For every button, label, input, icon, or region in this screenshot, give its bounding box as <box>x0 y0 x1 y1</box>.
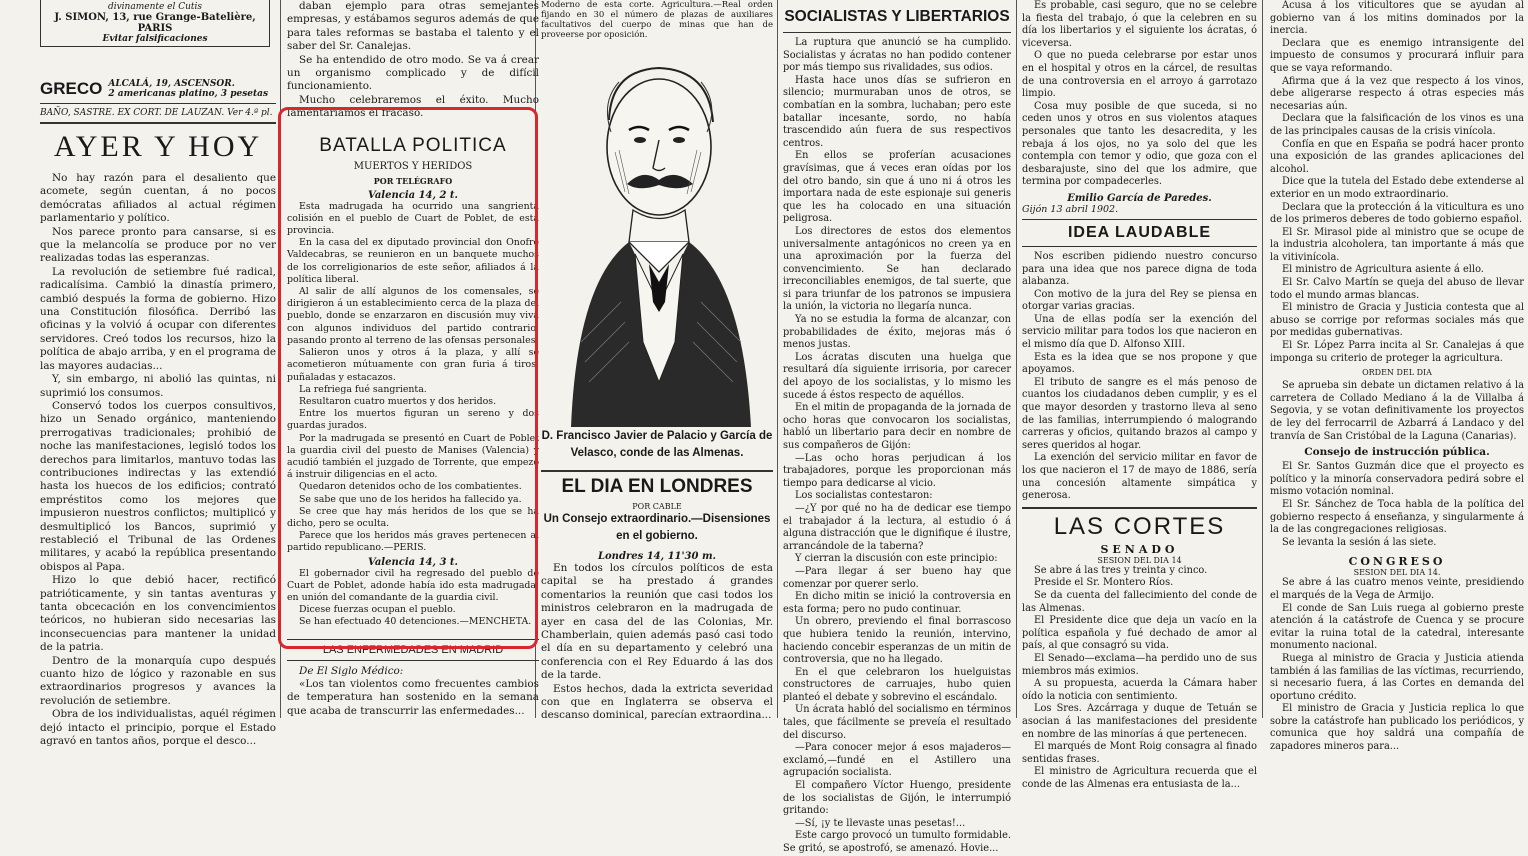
dateline: Londres 14, 11'30 m. <box>597 551 717 562</box>
article-paragraph: Se han efectuado 40 detenciones.—MENCHETA. <box>299 616 532 628</box>
advertisement-greco <box>40 79 276 99</box>
article-paragraph: El Sr. Calvo Martín se queja del abuso de llevar todo el mundo armas blancas. <box>1270 277 1524 301</box>
article-title: EL DIA EN LONDRES <box>561 476 753 497</box>
advertisement-simon <box>40 0 270 47</box>
dateline: Valencia 14, 2 t. <box>367 189 459 201</box>
article-paragraph: Nos parece pronto para cansarse, si es que la melancolía se produce por no ver realizadas todas las esperanzas. <box>40 225 276 265</box>
article-body <box>1022 565 1257 792</box>
section-heading: ORDEN DEL DIA <box>1362 368 1432 378</box>
article-paragraph: Declara que la falsificación de los vinos es una de las principales causas de la crisis vinícola. <box>1270 113 1524 137</box>
article-paragraph: Hasta hace unos días se sufrieron en silencio; murmuraban unos de otros, se combatían en la sombra, luchaban; pero este batallar incesante, sordo, no había trascendido aún fuera de sus respectivos centros. <box>783 74 1011 149</box>
article-paragraph: La ruptura que anunció se ha cumplido. Socialistas y ácratas no han podido contener por más tiempo sus rivalidades, sus odios. <box>783 37 1011 74</box>
article-paragraph: El Sr. Santos Guzmán dice que el proyecto es político y la minoría conservadora pedirá sobre el mismo votación nominal. <box>1270 461 1524 498</box>
article-body <box>1270 577 1524 753</box>
article-body <box>1022 251 1257 503</box>
article-paragraph: Declara que la protección á la viticultura es uno de los primeros deberes de todo gobierno español. <box>1270 201 1524 226</box>
article-paragraph: Resultaron cuatro muertos y dos heridos. <box>299 395 497 407</box>
article-source: De El Siglo Médico: <box>299 664 404 677</box>
article-paragraph: En el que celebraron los huelguistas constructores de carruajes, hubo quien planteó el debate y sobrevino el escándalo. <box>783 666 1011 703</box>
article-paragraph: El Presidente dice que deja un vacío en la política española y fué dechado de amor al país, al que consagró su vida. <box>1022 615 1257 652</box>
column-3-lower <box>537 428 777 722</box>
article-paragraph: daban ejemplo para otras semejantes empresas, y estábamos seguros además de que para tales reformas se bastaba el talento y el saber del Sr. Canalejas. <box>287 0 539 53</box>
article-paragraph: Los ácratas discuten una huelga que resultará día siguiente irrisoria, por carecer del apoyo de los socialistas, y lo mismo les sucede á éstos respecto de aquéllos. <box>783 351 1011 401</box>
article-paragraph: Dentro de la monarquía cupo después cuanto hizo de lógico y razonable en sus extraordinarios progresos y avances la revolución de setiembre. <box>40 654 276 707</box>
column-1 <box>0 0 276 748</box>
ad-line: divinamente el Cutis <box>107 2 203 12</box>
chamber-heading: CONGRESO <box>1348 555 1446 569</box>
article-paragraph: Cosa muy posible de que suceda, si no ceden unos y otros en sus violentos ataques personales que tanto les desacredita, y les rebaja á los ojos, no ya solo del que les contempla con temor y odio, que goza con el desbarajuste, sino del que los admire, que termina por compadecerles. <box>1022 100 1257 188</box>
article-paragraph: El compañero Víctor Huengo, presidente de los socialistas de Gijón, le interrumpió gritando: <box>783 780 1011 817</box>
article-body <box>1270 461 1524 549</box>
article-paragraph: En el mitin de propaganda de la jornada de ocho horas que convocaron los socialistas, habló un libertario para decir en nombre de sus compañeros de Gijón: <box>783 402 1011 451</box>
article-paragraph: En ellos se proferían acusaciones gravísimas, que á veces eran oídas por los del otro bando, sin que á uno ni á otros les importara nada de este espionaje sui generis que les ha colocado en una situación peligrosa. <box>783 150 1011 225</box>
article-title: SOCIALISTAS Y LIBERTARIOS <box>784 8 1010 25</box>
article-paragraph: Declara que es enemigo intransigente del impuesto de consumos y procurará influir para que se vaya reformando. <box>1270 37 1524 74</box>
article-paragraph: Se da cuenta del fallecimiento del conde de las Almenas. <box>1022 589 1257 614</box>
article-paragraph: Se cree que hay más heridos de los que se ha dicho, pero se oculta. <box>287 505 539 529</box>
article-paragraph: En dicho mitin se inició la controversia en esta forma; pero no pudo continuar. <box>783 591 1011 615</box>
article-paragraph: Mucho celebraremos el éxito. Mucho lamentaríamos el fracaso. <box>287 93 539 120</box>
article-paragraph: —¿Y por qué no ha de dedicar ese tiempo el trabajador á la lectura, al estudio ó á alguna distracción que le dignifique é ilustre, arrancándole de la taberna? <box>783 502 1011 552</box>
session-heading: SESION DEL DIA 14 <box>1097 555 1182 565</box>
column-6 <box>1264 0 1528 753</box>
highlight-box <box>278 107 538 649</box>
article-paragraph: Una de ellas podía ser la exención del servicio militar para todos los que nacieron en el mismo día que D. Alfonso XIII. <box>1022 313 1257 351</box>
article-paragraph: Los directores de estos dos elementos universalmente antagónicos no creen ya en una aproximación por la fuerza del convencimiento. Se han declarado irreconciliables enemigos, de tal suerte, que si para triunfar de los patronos se impusiera la unión, la victoria no llegaría nunca. <box>783 225 1011 313</box>
article-body <box>40 172 276 748</box>
article-subhead: Un Consejo extraordinario.—Disensiones en el gobierno. <box>543 513 771 542</box>
article-body <box>1270 0 1524 365</box>
signature-date: Gijón 13 abril 1902. <box>1022 203 1119 215</box>
article-paragraph: Parece que los heridos más graves pertenecen al partido republicano.—PERIS. <box>287 530 539 554</box>
article-title: IDEA LAUDABLE <box>1067 223 1212 241</box>
article-paragraph: El Sr. López Parra incita al Sr. Canalejas á que imponga su criterio de proteger la agricultura. <box>1270 340 1524 364</box>
article-paragraph: El Sr. Mirasol pide al ministro que se ocupe de la industria alcoholera, tan importante á más que la vitivinícola. <box>1270 226 1524 263</box>
byline: POR CABLE <box>632 502 682 511</box>
article-paragraph: No hay razón para el desaliento que acomete, según cuentan, á no pocos demócratas afiliados al actual régimen parlamentario y político. <box>40 172 276 225</box>
article-paragraph: Un obrero, previendo el final borrascoso que hubiera tenido la reunión, intervino, haciendo concebir esperanzas de un mitin de controversia, que no ha llegado. <box>783 616 1011 666</box>
article-paragraph: El ministro de Agricultura asiente á ello. <box>1282 264 1484 276</box>
article-paragraph: Moderno de esta corte. Agricultura.—Real orden fijando en 30 el número de plazas de auxiliares facultativos del cuerpo de minas que han de proveerse por oposición. <box>541 0 773 40</box>
article-paragraph: El conde de San Luis ruega al gobierno preste atención á la catástrofe de Cuenca y se procure evitar la ruina total de la catedral, interesante monumento nacional. <box>1270 602 1524 652</box>
ad-line: Evitar falsificaciones <box>102 34 208 44</box>
article-paragraph: El ministro de Gracia y Justicia contesta que al abuso se corrige por reformas sociales más que por medidas gubernativas. <box>1270 302 1524 339</box>
article-paragraph: Es probable, casi seguro, que no se celebre la fiesta del trabajo, ó que la celebren en su día los libertarios y el siguiente los ácratas, ó viceversa. <box>1022 0 1257 49</box>
article-paragraph: La revolución de setiembre fué radical, radicalísima. Cambió la dinastía primero, cambió después la forma de gobierno. Hizo una Constitución filosófica. Derribó las oficinas y la volvió á ocupar con diferentes servidores. Creó todos los recursos, hizo la política de abajo arriba, y en el programa de las mayores audacias... <box>40 265 276 372</box>
article-paragraph: El ministro de Gracia y Justicia replica lo que sobre la catástrofe han publicado los periódicos, y comunica que hoy saldrá una compañía de zapadores mineros para... <box>1270 703 1524 753</box>
article-paragraph: Nos escriben pidiendo nuestro concurso para una idea que nos parece digna de toda alabanza. <box>1022 250 1257 288</box>
session-heading: SESION DEL DIA 14. <box>1353 568 1441 578</box>
article-paragraph: El Sr. Sánchez de Toca habla de la política del gobierno respecto á enseñanza, y singularmente á la de las congregaciones religiosas. <box>1270 498 1524 536</box>
article-paragraph: El tributo de sangre es el más penoso de cuantos los ciudadanos deben cumplir, y es el que mayor desorden y trastorno lleva al seno de las familias, interrumpiendo ó malogrando carreras y oficios, quitando brazos al campo y seres queridos al hogar. <box>1022 376 1257 451</box>
dateline: Valencia 14, 3 t. <box>367 556 459 568</box>
article-paragraph: Conservó todos los cuerpos consultivos, hizo un Senado orgánico, manteniendo prerrogativas tradicionales; prohibió de noche las manifestaciones, legisló todos los derechos para limitarlos, mantuvo todas las contribuciones indirectas y las extendió hasta los huecos de los edificios; contrató empréstitos como los mejores que impusieron nuestros conflictos; multiplicó y desmultiplicó los Bancos, suprimió y restableció el Tribunal de las Ordenes militares, y acabó la república presentando obispos al Papa. <box>40 399 276 573</box>
article-paragraph: El gobernador civil ha regresado del pueblo de Cuart de Poblet, adonde había ido esta madrugada, en unión del comandante de la guardia civil. <box>287 567 539 603</box>
article-paragraph: Por la madrugada se presentó en Cuart de Poblet la guardia civil del puesto de Manises (Valencia) y acudió también el juzgado de Torrente, que empezó á instruir diligencias en el acto. <box>287 432 539 481</box>
byline: POR TELÉGRAFO <box>373 175 453 186</box>
column-rule <box>777 0 778 718</box>
signature: Emilio García de Paredes. <box>1067 192 1212 204</box>
column-5 <box>1018 0 1261 790</box>
section-heading: Consejo de instrucción pública. <box>1304 446 1490 459</box>
column-rule <box>1016 0 1017 718</box>
article-paragraph: Se ha entendido de otro modo. Se va á crear un organismo complicado y de difícil funcionamiento. <box>287 53 539 93</box>
article-paragraph: Con motivo de la jura del Rey se piensa en otorgar varias gracias. <box>1022 288 1257 313</box>
ad-line: ALCALÁ, 19, ASCENSOR. <box>108 79 235 89</box>
column-4 <box>779 0 1015 854</box>
article-paragraph: Y, sin embargo, ni abolió las quintas, ni suprimió los consumos. <box>40 373 276 399</box>
article-paragraph: Hizo lo que debió hacer, rectificó patrióticamente, y sin tantas aventuras y tanta obcecación en los convencimientos teóricos, no hubieran sido necesarias las inconsecuencias para mantener la unidad de la patria. <box>40 574 276 654</box>
article-paragraph: Entre los muertos figuran un sereno y dos guardas jurados. <box>287 408 539 432</box>
ad-line: 2 americanas platino, 3 pesetas <box>108 89 269 99</box>
article-title: LAS ENFERMEDADES EN MADRID <box>322 643 504 656</box>
section-title: BATALLA POLITICA <box>319 134 507 156</box>
article-paragraph: Esta es la idea que se nos propone y que apoyamos. <box>1022 351 1257 376</box>
article-paragraph: Dicese fuerzas ocupan el pueblo. <box>299 604 456 616</box>
article-paragraph: La exención del servicio militar en favor de los que nacieron el 17 de mayo de 1886, sería una concesión altamente simpática y generosa. <box>1022 452 1257 502</box>
article-paragraph: Preside el Sr. Montero Ríos. <box>1034 577 1174 589</box>
article-paragraph: Acusa á los viticultores que se ayudan al gobierno van á los mitins dominados por la inercia. <box>1270 0 1524 37</box>
article-body <box>1270 380 1524 443</box>
article-paragraph: Se levanta la sesión á las siete. <box>1282 536 1437 548</box>
portrait-engraving <box>551 42 767 427</box>
article-paragraph: Los socialistas contestaron: <box>795 490 933 502</box>
article-paragraph: Salieron unos y otros á la plaza, y allí se acometieron mútuamente con gran furia á tiros, puñaladas y estacazos. <box>287 347 539 383</box>
article-paragraph: En todos los círculos políticos de esta capital se ha prestado á grandes comentarios la reunión que casi todos los ministros celebraron en la madrugada de ayer en casa del de las Colonias, Mr. Chamberlain, quien además pasó casi todo el día en su departamento y celebró una conferencia con el Rey Eduardo á las dos de la tarde. <box>541 562 773 682</box>
article-paragraph: Se abre á las tres y treinta y cinco. <box>1034 564 1208 576</box>
article-paragraph: Esta madrugada ha ocurrido una sangrienta colisión en el pueblo de Cuart de Poblet, de esta provincia. <box>287 200 539 237</box>
article-paragraph: En la casa del ex diputado provincial don Onofre Valdecabras, se reunieron en un banquete muchos de los correligionarios de este señor, afiliados á la política liberal. <box>287 237 539 285</box>
article-paragraph: Este cargo provocó un tumulto formidable. Se gritó, se apostrofó, se amenazó. Hovie... <box>783 830 1011 854</box>
article-paragraph: Se sabe que uno de los heridos ha fallecido ya. <box>299 493 522 505</box>
article-paragraph: Se abre á las cuatro menos veinte, presidiendo el marqués de la Vega de Armijo. <box>1270 577 1524 601</box>
article-paragraph: —Las ocho horas perjudican á los trabajadores, porque les proporcionan más tiempo para dedicarse al vicio. <box>783 452 1011 489</box>
article-paragraph: La refriega fué sangrienta. <box>299 383 427 395</box>
ad-line: BAÑO, SASTRE. EX CORT. DE LAUZAN. Ver 4.ª pl. <box>40 108 273 118</box>
section-title: LAS CORTES <box>1053 512 1226 540</box>
article-paragraph: «Los tan violentos como frecuentes cambios de temperatura han sostenido en la semana que acaba de transcurrir las enfermedades... <box>287 677 539 717</box>
portrait-caption: D. Francisco Javier de Palacio y García de Velasco, conde de las Almenas. <box>541 430 773 459</box>
article-paragraph: Un ácrata habló del socialismo en términos tales, que fácilmente se preveía el resultado del discurso. <box>783 704 1011 741</box>
article-subtitle: MUERTOS Y HERIDOS <box>353 160 473 172</box>
article-paragraph: Obra de los individualistas, aquél régimen dejó intacto el principio, porque el Estado agravó en tantos años, porque el desco... <box>40 708 276 748</box>
article-paragraph: Se aprueba sin debate un dictamen relativo á la carretera de Collado Mediano á la de Villalba á Segovia, y se votan definitivamente los proyectos de ley del ferrocarril de Azbarrá á Landaco y del tranvía de San Cristóbal de la Laguna (Canarias). <box>1270 380 1524 442</box>
article-paragraph: —Sí, ¡y te llevaste unas pesetas!... <box>795 817 966 829</box>
article-body <box>783 37 1011 856</box>
ad-line: J. SIMON, 13, rue Grange-Batelière, PARIS <box>54 12 256 34</box>
article-paragraph: Los Sres. Azcárraga y duque de Tetuán se asocian á las manifestaciones del presidente en nombre de las minorías á que pertenecen. <box>1022 703 1257 740</box>
article-paragraph: Dice que la tutela del Estado debe extenderse al exterior en un modo extraordinario. <box>1270 176 1524 200</box>
article-paragraph: El ministro de Agricultura recuerda que el conde de las Almenas era entusiasta de la... <box>1022 766 1257 790</box>
article-body <box>1022 0 1257 189</box>
article-body <box>287 0 539 121</box>
article-body <box>541 562 773 723</box>
article-paragraph: Al salir de allí algunos de los comensales, se dirigieron á un establecimiento cerca de la plaza del pueblo, donde se enzarzaron en discusión muy viva con algunos individuos del partido contrario, pasando pronto al terreno de las ofensas personales. <box>287 286 539 346</box>
chamber-heading: SENADO <box>1100 542 1179 556</box>
article-paragraph: El Senado—exclama—ha perdido uno de sus miembros más eximios. <box>1022 652 1257 677</box>
article-paragraph: Y cierran la discusión con este principio: <box>795 553 998 565</box>
article-paragraph: Confía en que en España se podrá hacer pronto una exposición de las grandes aplicaciones del alcohol. <box>1270 138 1524 175</box>
article-paragraph: Quedaron detenidos ocho de los combatientes. <box>299 481 522 493</box>
article-paragraph: Ya no se estudia la forma de alcanzar, con probabilidades de éxito, mejoras más ó menos justas. <box>783 314 1011 351</box>
ad-brand: GRECO <box>40 79 103 98</box>
article-paragraph: O que no pueda celebrarse por estar unos en el hospital y otros en la cárcel, de resultas de una controversia en el arroyo á garrotazo limpio. <box>1022 50 1257 100</box>
article-paragraph: —Para llegar á ser bueno hay que comenzar por querer serlo. <box>783 565 1011 590</box>
article-paragraph: Estos hechos, dada la extricta severidad con que en Inglaterra se observa el descanso dominical, parecían extraordina... <box>541 682 773 722</box>
article-title: AYER Y HOY <box>53 130 263 163</box>
article-paragraph: Ruega al ministro de Gracia y Justicia atienda también á las familias de las víctimas, recurriendo, si necesario fuera, á las Cortes en demanda del oportuno crédito. <box>1270 652 1524 702</box>
article-paragraph: A su propuesta, acuerda la Cámara haber oído la noticia con sentimiento. <box>1022 678 1257 702</box>
column-rule <box>1262 0 1263 718</box>
article-paragraph: —Para conocer mejor á esos majaderos—exclamó,—fundé en el Astillero una agrupación socialista. <box>783 742 1011 779</box>
article-paragraph: Afirma que á la vez que respecto á los vinos, debe aligerarse respecto á otras especies más necesarias aún. <box>1270 75 1524 112</box>
article-paragraph: El marqués de Mont Roig consagra al finado sentidas frases. <box>1022 741 1257 765</box>
